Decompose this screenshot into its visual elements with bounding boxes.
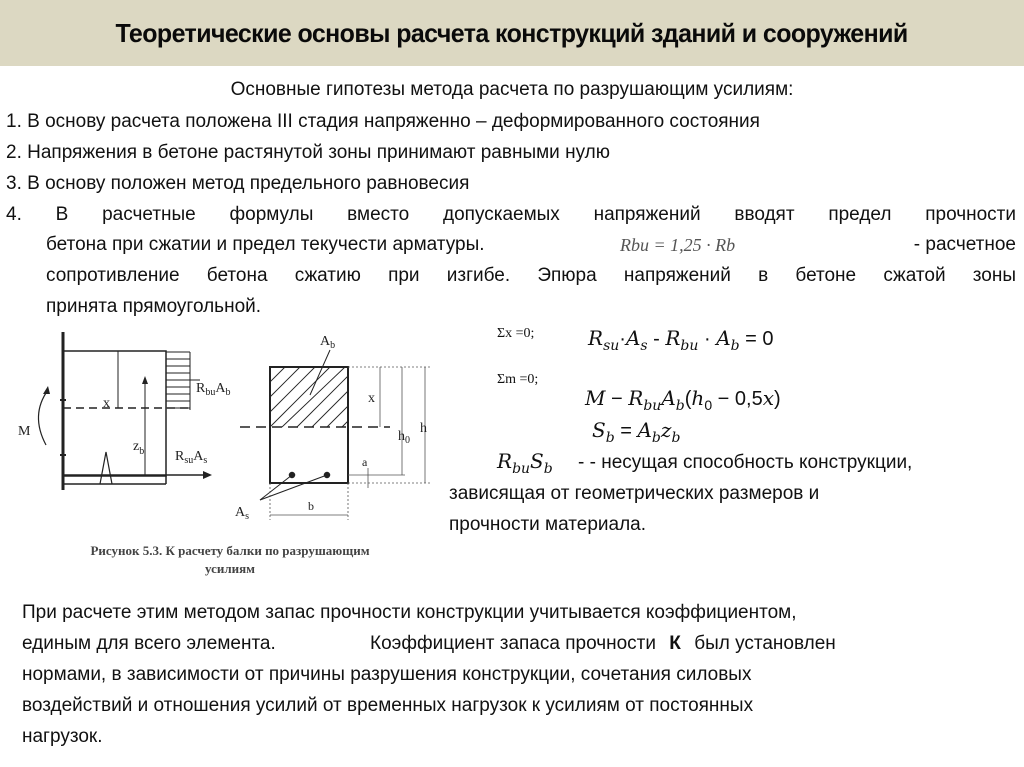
safety-factor-tail: был установлен bbox=[694, 633, 836, 654]
beam-diagram bbox=[0, 320, 460, 545]
svg-text:As: $A_s$ bbox=[235, 505, 250, 522]
svg-text:h0: $h_0$ bbox=[398, 429, 410, 446]
svg-text:RbuAb: $R_{bu}A_b$ bbox=[196, 381, 231, 398]
svg-text:Ab: $A_b$ bbox=[320, 334, 336, 351]
paragraph-line1: При расчете этим методом запас прочности конструкции учитывается коэффициентом, bbox=[22, 602, 797, 623]
hypothesis-4-line4: принята прямоугольной. bbox=[46, 296, 262, 317]
safety-factor-text: Коэффициент запаса прочности bbox=[370, 633, 657, 654]
rbu-formula-text: Rbu = 1,25 · Rb bbox=[620, 235, 736, 255]
hypothesis-4-line2: бетона при сжатии и предел текучести арматуры. bbox=[46, 234, 485, 255]
sum-m-label: Σm =0; bbox=[497, 372, 539, 387]
label-M: M bbox=[18, 424, 31, 439]
paragraph-line5: нагрузок. bbox=[22, 726, 103, 747]
capacity-desc-1: - - несущая способность конструкции, bbox=[578, 452, 913, 473]
svg-text:zb: $z_b$ bbox=[133, 439, 145, 457]
svg-text:h: h bbox=[420, 421, 427, 436]
paragraph-line2b bbox=[370, 634, 836, 654]
hypothesis-1: 1. В основу расчета положена III стадия напряженно – деформированного состояния bbox=[6, 111, 760, 132]
figure-caption-line1: Рисунок 5.3. К расчету балки по разрушающим bbox=[90, 543, 370, 558]
hypothesis-3: 3. В основу положен метод предельного равновесия bbox=[6, 173, 470, 194]
safety-factor-symbol: К bbox=[669, 633, 681, 654]
capacity-desc-2: зависящая от геометрических размеров и bbox=[449, 483, 820, 504]
hypothesis-4-line2-tail: - расчетное bbox=[913, 234, 1016, 255]
slide-title: Теоретические основы расчета конструкций зданий и сооружений bbox=[115, 17, 909, 48]
equation-4: $R_{bu}S_b$ bbox=[497, 449, 553, 477]
equation-2: $M - R_{bu}A_b(h_0 - 0,5x)$ bbox=[585, 386, 781, 414]
paragraph-line4: воздействий и отношения усилий от временных нагрузок к усилиям от постоянных bbox=[22, 695, 754, 716]
svg-text:x: x bbox=[368, 391, 375, 406]
hypotheses-heading: Основные гипотезы метода расчета по разрушающим усилиям: bbox=[230, 79, 794, 100]
sum-x-label: Σx =0; bbox=[497, 326, 535, 341]
capacity-desc-3: прочности материала. bbox=[449, 514, 647, 535]
svg-text:b: b bbox=[308, 499, 314, 513]
paragraph-line3: нормами, в зависимости от причины разрушения конструкции, сочетания силовых bbox=[22, 664, 752, 685]
equation-3: $S_b = A_bz_b$ bbox=[592, 418, 681, 446]
label-x: x bbox=[103, 396, 110, 411]
paragraph-line2: единым для всего элемента. bbox=[22, 633, 276, 654]
title-bar bbox=[0, 0, 1024, 66]
svg-text:a: a bbox=[362, 455, 368, 469]
svg-text:RsuAs: $R_{su}A_s$ bbox=[175, 449, 208, 466]
equation-1: $R_{su}\cdot A_s - R_{bu} \cdot A_b = 0$ bbox=[588, 326, 774, 354]
figure-caption bbox=[40, 542, 420, 578]
rbu-formula bbox=[620, 235, 735, 255]
hypothesis-4-line1: 4. В расчетные формулы вместо допускаемых напряжений вводят предел прочности bbox=[6, 204, 1016, 225]
figure-caption-line2: усилиям bbox=[204, 561, 256, 576]
hypothesis-4-line3: сопротивление бетона сжатию при изгибе. Эпюра напряжений в бетоне сжатой зоны bbox=[46, 265, 1016, 286]
hypothesis-2: 2. Напряжения в бетоне растянутой зоны принимают равными нулю bbox=[6, 142, 610, 163]
